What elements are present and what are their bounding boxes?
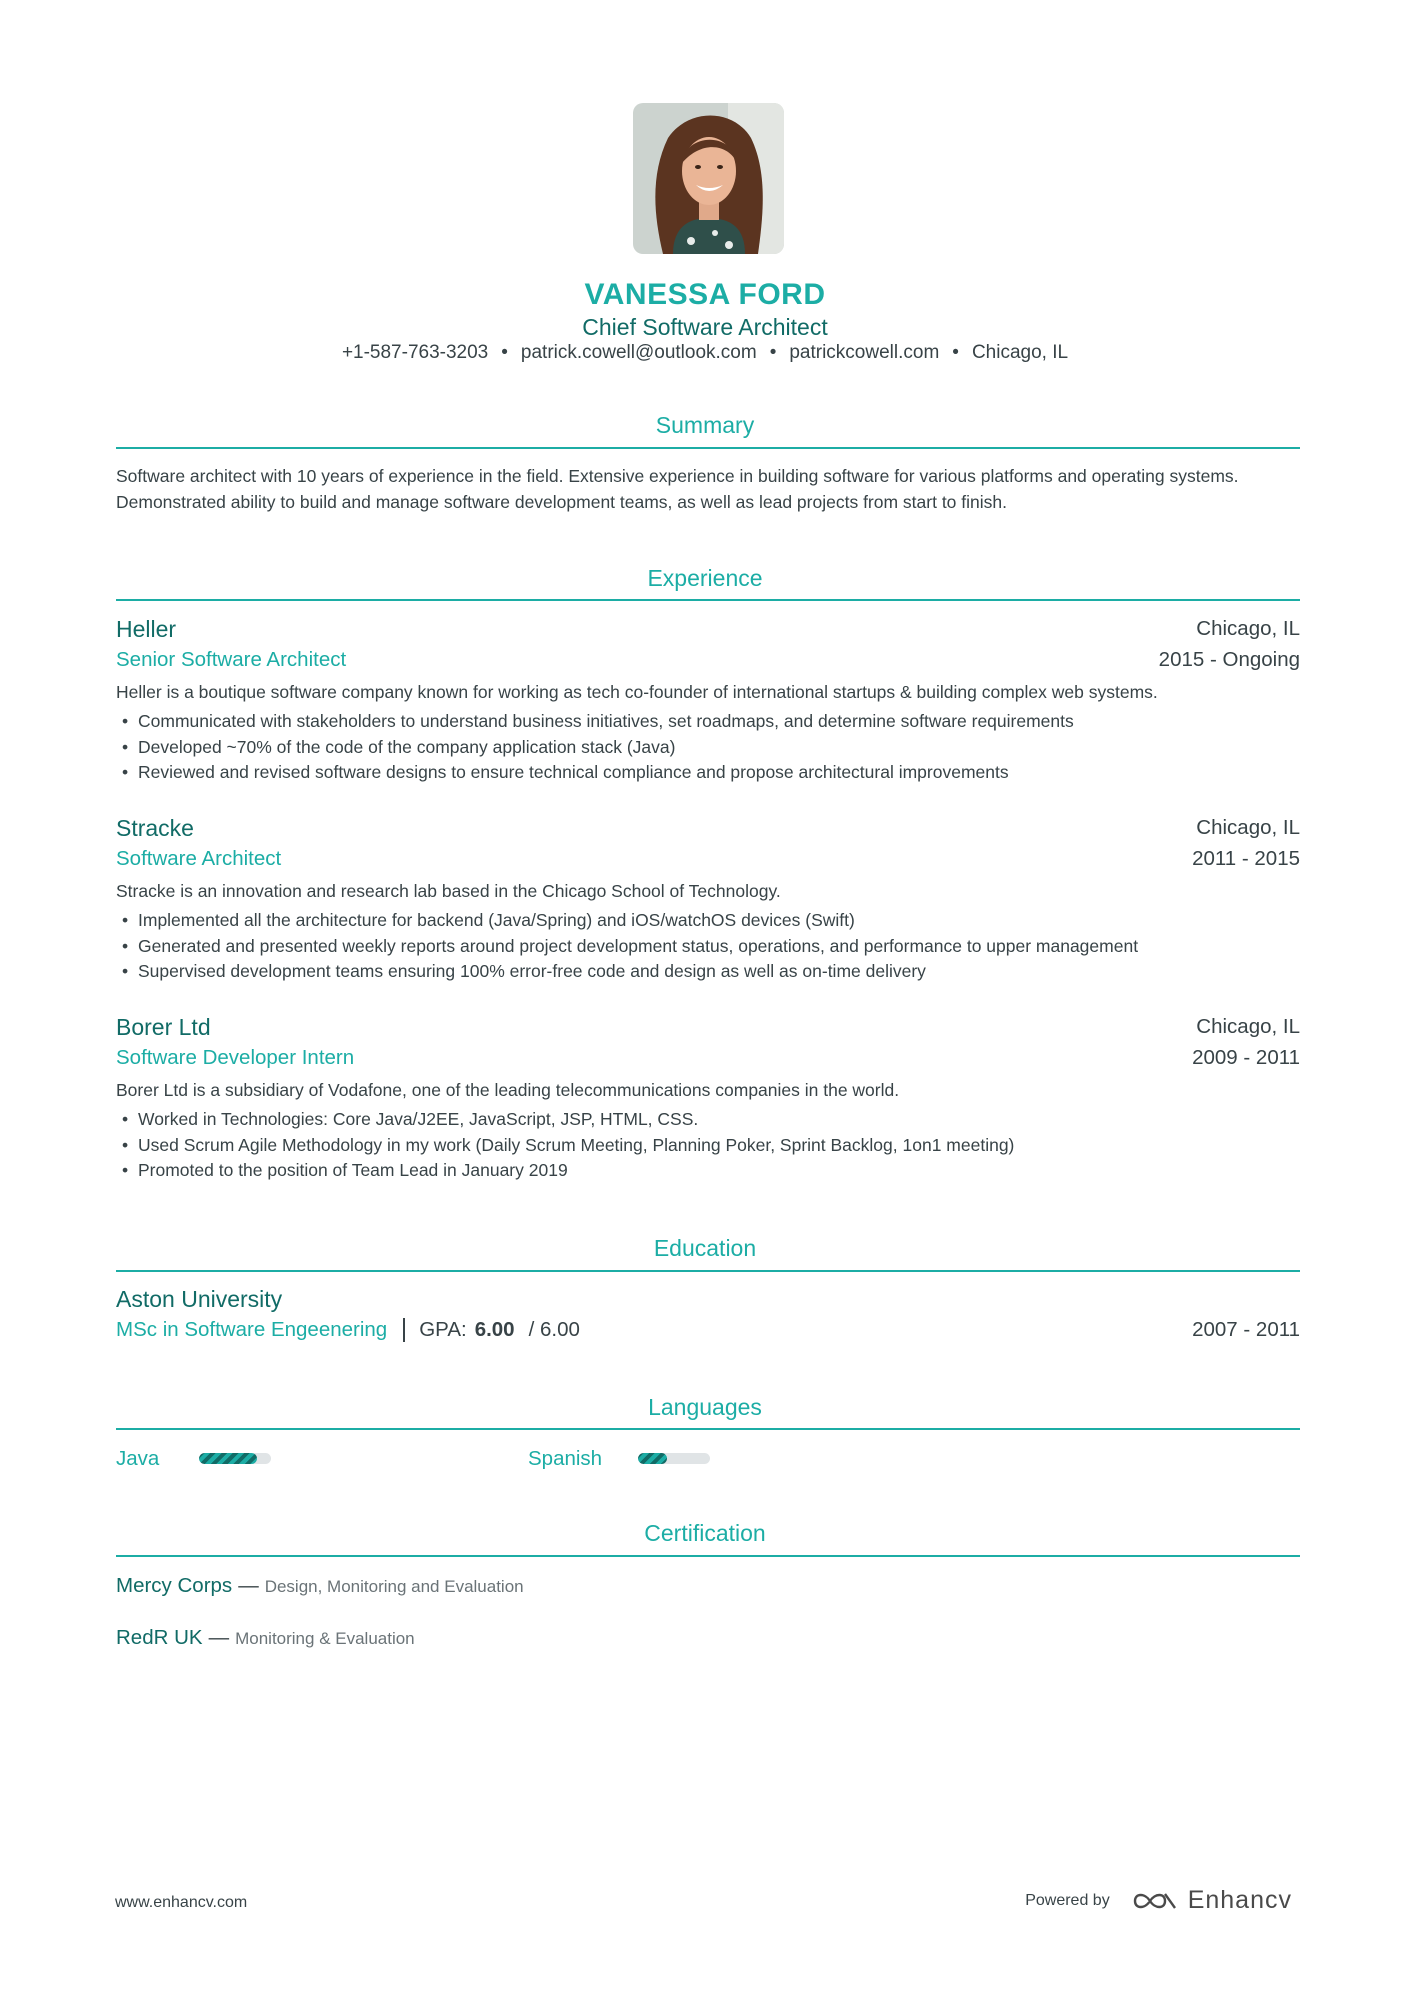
certification-issuer: Design, Monitoring and Evaluation: [264, 1577, 524, 1596]
separator-dot: •: [501, 342, 508, 363]
job-dates: 2015 - Ongoing: [1158, 648, 1300, 671]
education-school: Aston University: [116, 1286, 283, 1312]
summary-text: Software architect with 10 years of experience in the field. Extensive experience in building software for various platforms and operating systems. Demonstrated ability to build and manage software development teams, as well as lead projects from start to finish.: [116, 466, 1239, 512]
job-role: Software Developer Intern: [116, 1046, 355, 1069]
enhancv-brand-text: Enhancv: [1187, 1886, 1292, 1914]
contact-email: patrick.cowell@outlook.com: [520, 342, 757, 363]
certification-name: RedR UK: [116, 1626, 203, 1649]
job-bullet: • Used Scrum Agile Methodology in my work (Daily Scrum Meeting, Planning Poker, Sprint Backlog, 1on1 meeting): [116, 1133, 1014, 1159]
separator-dot: •: [769, 342, 777, 363]
certification-item: [116, 1574, 524, 1598]
candidate-name: VANESSA FORD: [584, 278, 826, 311]
summary-heading: Summary: [655, 412, 755, 438]
language-name: Java: [116, 1447, 160, 1470]
job-bullet: • Worked in Technologies: Core Java/J2EE, JavaScript, JSP, HTML, CSS.: [116, 1107, 1014, 1133]
job-company: Borer Ltd: [116, 1014, 211, 1040]
job-role: Senior Software Architect: [116, 648, 347, 671]
certification-name: Mercy Corps: [116, 1574, 233, 1597]
job-bullet: • Implemented all the architecture for backend (Java/Spring) and iOS/watchOS devices (Swift): [116, 908, 1138, 934]
education-dates: 2007 - 2011: [1192, 1318, 1300, 1341]
powered-by-label: Powered by: [1025, 1891, 1110, 1909]
experience-heading: Experience: [647, 565, 763, 591]
gpa-max: / 6.00: [528, 1318, 580, 1341]
job-bullets: [116, 1107, 1014, 1184]
footer-website[interactable]: www.enhancv.com: [115, 1894, 248, 1911]
job-bullet: • Promoted to the position of Team Lead in January 2019: [116, 1158, 1014, 1184]
certification-dash: —: [238, 1574, 259, 1597]
job-company: Heller: [116, 616, 177, 642]
experience-divider: [116, 599, 1300, 601]
job-description: Borer Ltd is a subsidiary of Vodafone, one of the leading telecommunications companies in the world.: [116, 1080, 900, 1100]
job-dates: 2011 - 2015: [1192, 847, 1300, 870]
separator-dot: •: [952, 342, 959, 363]
education-divider: [116, 1270, 1300, 1272]
languages-divider: [116, 1428, 1300, 1430]
certification-issuer: Monitoring & Evaluation: [235, 1629, 415, 1648]
enhancv-logo[interactable]: [1132, 1886, 1292, 1915]
language-level-bar: [638, 1453, 710, 1464]
education-details: [116, 1318, 580, 1342]
language-level-fill: [638, 1453, 667, 1464]
enhancv-logo-icon: [1132, 1889, 1178, 1913]
contact-line: [0, 342, 1410, 364]
language-name: Spanish: [528, 1447, 603, 1470]
candidate-title: Chief Software Architect: [582, 314, 828, 340]
profile-photo: [633, 103, 784, 254]
job-location: Chicago, IL: [1196, 1015, 1300, 1038]
job-bullets: [116, 709, 1074, 786]
job-bullet: • Supervised development teams ensuring 100% error-free code and design as well as on-time delivery: [116, 959, 1138, 985]
contact-phone: +1-587-763-3203: [341, 342, 489, 363]
job-role: Software Architect: [116, 847, 282, 870]
job-bullet: • Developed ~70% of the code of the company application stack (Java): [116, 735, 1074, 761]
education-separator: [403, 1318, 405, 1342]
contact-website: patrickcowell.com: [789, 342, 940, 363]
job-description: Stracke is an innovation and research lab based in the Chicago School of Technology.: [116, 881, 781, 901]
job-bullet: • Communicated with stakeholders to understand business initiatives, set roadmaps, and determine software requirements: [116, 709, 1074, 735]
job-location: Chicago, IL: [1196, 617, 1300, 640]
education-heading: Education: [653, 1235, 757, 1261]
job-dates: 2009 - 2011: [1192, 1046, 1300, 1069]
job-location: Chicago, IL: [1196, 816, 1300, 839]
languages-heading: Languages: [648, 1394, 762, 1420]
job-bullet: • Reviewed and revised software designs to ensure technical compliance and propose architectural improvements: [116, 760, 1074, 786]
certification-dash: —: [208, 1626, 230, 1649]
contact-location: Chicago, IL: [971, 342, 1069, 363]
certification-heading: Certification: [644, 1520, 766, 1546]
language-level-bar: [199, 1453, 271, 1464]
certification-item: [116, 1626, 415, 1650]
language-level-fill: [199, 1453, 257, 1464]
gpa-value: 6.00: [474, 1318, 515, 1341]
education-degree: MSc in Software Engeenering: [116, 1318, 388, 1341]
footer-branding: [1025, 1886, 1292, 1915]
job-description: Heller is a boutique software company known for working as tech co-founder of international startups & building complex web systems.: [116, 682, 1158, 702]
job-bullets: [116, 908, 1138, 985]
certification-divider: [116, 1555, 1300, 1557]
job-company: Stracke: [116, 815, 194, 841]
education-gpa: [419, 1318, 580, 1342]
job-bullet: • Generated and presented weekly reports around project development status, operations, and performance to upper management: [116, 934, 1138, 960]
portrait-image: [633, 103, 784, 254]
summary-divider: [116, 447, 1300, 449]
gpa-label: GPA:: [419, 1318, 467, 1341]
